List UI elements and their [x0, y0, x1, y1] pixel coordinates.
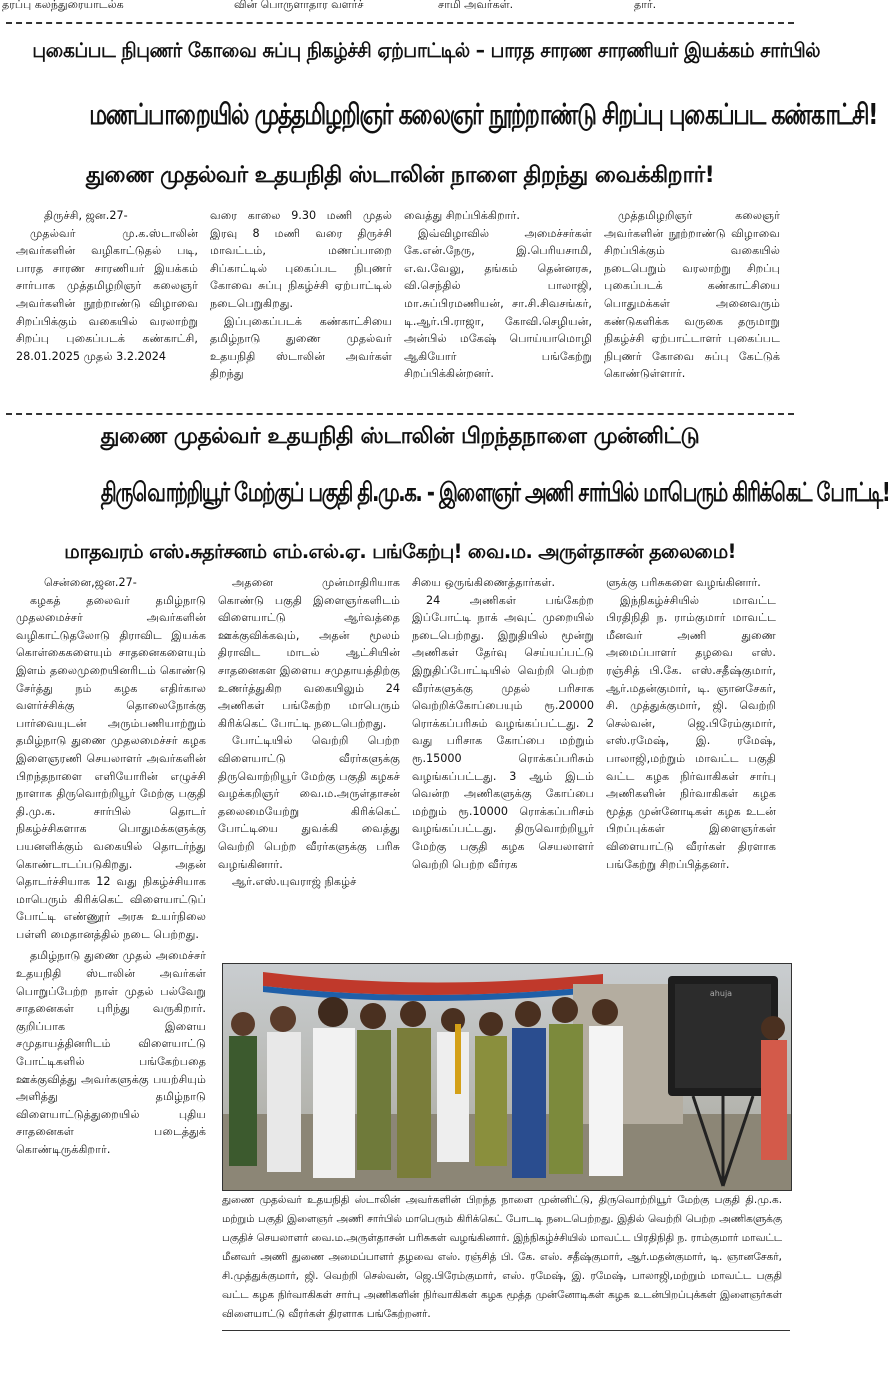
paragraph: ஆர்.எஸ்.யுவராஜ் நிகழ்ச்: [232, 875, 357, 889]
divider: [6, 413, 794, 415]
strip-text: சாமி அவர்கள்.: [438, 0, 514, 11]
story1-body: [16, 207, 790, 403]
story1-headline: மணப்பாறையில் முத்தமிழறிஞர் கலைஞர் நூற்றாண்டு சிறப்பு புகைப்பட கண்காட்சி!: [89, 98, 878, 131]
story2-column: [412, 574, 594, 958]
dateline: திருச்சி, ஜன.27-: [44, 209, 128, 222]
photo-caption: துணை முதல்வர் உதயநிதி ஸ்டாலின் அவர்களின் பிறந்த நாளை முன்னிட்டு, திருவொற்றியூர் மேற்கு பகுதி தி.மு.க. மற்றும் பகுதி இளைஞர் அணி சார்பில் மாபெரும் கிரிக்கெட் போடடி நடைபெற்றது. இதில் வெற்றி பெற்ற அணிகளுக்கு பகுதிச் செயலாளர் வை.ம.அருள்தாசன் பரிசுகள் வழங்கினார். இந்நிகழ்ச்சியில் மாவட்ட பிரதிநிதி ந. ராம்குமார் மாவட்ட மீனவர் அணி துணை அமைப்பாளர் தழவை எஸ். ரஞ்சித் பி. கே. எஸ். சதீஷ்குமார், ஆர்.மதன்குமார், டி. ஞானசேகர், சி.முத்துக்குமார், ஜி. வெற்றி செல்வன், ஜெ.பிரேம்குமார், எஸ். ரமேஷ், இ. ரமேஷ், பாலாஜி,மற்றும் மாவட்ட பகுதி வட்ட கழக நிர்வாகிகள் சார்பு அணிகளின் நிர்வாகிகள் கழக மூத்த முன்னோடிகள் கழக உடன்பிறப்புக்கள் இளைஞர்கள் விளையாட்டு வீரர்கள் திரளாக பங்கேற்றனர்.: [222, 1194, 782, 1320]
speaker-brand: ahuja: [709, 989, 733, 998]
paragraph: 24 அணிகள் பங்கேற்ற இப்போட்டி நாக் அவுட் முறையில் நடைபெற்றது. இறுதியில் மூன்று அணிகள் தேர்வு செய்யப்பட்டு இறுதிப்போட்டியில் வெற்றி பெற்ற வீரர்களுக்கு முதல் பரிசாக வெற்றிக்கோப்பையும் ரூ.20000 ரொக்கப்பரிசும் வழங்கப்பட்டது. 2 வது பரிசாக கோப்பை மற்றும் ரூ.15000 ரொக்கப்பரிசும் வழங்கப்பட்டது. 3 ஆம் இடம் வென்ற அணிகளுக்கு கோப்பை மற்றும் ரூ.10000 ரொக்கப்பரிசம் வழங்கப்பட்டது. திருவொற்றியூர் மேற்கு பகுதி கழக செயலாளர் வெற்றி பெற்ற வீர்ரக: [412, 593, 594, 871]
paragraph: அதனை முன்மாதிரியாக கொண்டு பகுதி இளைஞர்களிடம் விளையாட்டு ஆர்வத்தை ஊக்குவிக்கவும், அதன் மூலம் திராவிட மாடல் ஆட்சியின் சாதனைகள இளைய சமுதாயத்திற்கு உணர்த்துகிற வகையிலும் 24 அணிகள் பங்கேற்ற மாபெரும் கிரிக்கெட் போட்டி நடைபெற்றது.: [218, 576, 400, 730]
divider: [222, 1330, 790, 1331]
paragraph: முதல்வர் மு.க.ஸ்டாலின் அவர்களின் வழிகாட்டுதல் படி, பாரத சாரண சாரணியர் இயக்கம் சார்பாக முத்தமிழறிஞர் கலைஞர் அவர்களின் நூற்றாண்டு விழாவை சிறப்பிக்கும் வகையில் வரலாற்று சிறப்பு புகைப்படக் கண்காட்சி, 28.01.2025 முதல் 3.2.2024: [16, 226, 198, 363]
story1-column: [210, 207, 392, 403]
story1-column: [404, 207, 592, 403]
paragraph: போட்டியில் வெற்றி பெற்ற விளையாட்டு வீரர்களுக்கு திருவொற்றியூர் மேற்கு பகுதி கழகச் வழக்கறிஞர் வை.ம.அருள்தாசன் தலைமையேற்று கிரிக்கெட் போட்டியை துவக்கி வைத்து வெற்றி பெற்ற வீரர்களுக்கு பரிசு வழங்கினார்.: [218, 734, 400, 871]
story2-column: [606, 574, 776, 958]
previous-story-strip: [0, 0, 800, 20]
story2-column: [16, 574, 206, 1334]
story2-headline: திருவொற்றியூர் மேற்குப் பகுதி தி.மு.க. - இளைஞர் அணி சார்பில் மாபெரும் கிரிக்கெட் போட்டி!: [100, 478, 889, 508]
paragraph: சியை ஒருங்கிணைத்தார்கள்.: [412, 576, 556, 589]
paragraph: தமிழ்நாடு துணை முதல் அமைச்சர் உதயநிதி ஸ்டாலின் அவர்கள் பொறுப்பேற்ற நாள் முதல் பல்வேறு சாதனைகள் புரிந்து வருகிறார். குறிப்பாக இளைய சமுதாயத்தினரிடம் விளையாட்டு போட்டிகளில் பங்கேற்பதை ஊக்குவித்து அவர்களுக்கு பயற்சியும் அளித்து தமிழ்நாடு விளையாட்டுத்துறையில் புதிய சாதனைகள் படைத்துக் கொண்டிருக்கிறார்.: [16, 949, 206, 1156]
event-photo: [222, 963, 792, 1191]
paragraph: வரை காலை 9.30 மணி முதல் இரவு 8 மணி வரை திருச்சி மாவட்டம், மணப்பாறை சிப்காட்டில் புகைப்பட நிபுணர் கோவை சுப்பு நிகழ்ச்சி ஏற்பாட்டில் நடைபெறுகிறது.: [210, 209, 392, 310]
paragraph: முத்தமிழறிஞர் கலைஞர் அவர்களின் நூற்றாண்டு விழாவை சிறப்பிக்கும் வகையில் நடைபெறும் வரலாற்று சிறப்பு புகைப்படக் கண்காட்சியை பொதுமக்கள் அனைவரும் கண்டுகளிக்க வருகை தருமாறு நிகழ்ச்சி ஏற்பாட்டாளர் புகைப்பட நிபுணர் கோவை சுப்பு கேட்டுக் கொண்டுள்ளார்.: [604, 209, 780, 381]
paragraph: இப்புகைப்படக் கண்காட்சியை தமிழ்நாடு துணை முதல்வர் உதயநிதி ஸ்டாலின் அவர்கள் திறந்து: [210, 314, 392, 381]
strip-text: தார்.: [634, 0, 657, 11]
event-photo-illustration: [223, 964, 791, 1190]
story2-kicker: துணை முதல்வர் உதயநிதி ஸ்டாலின் பிறந்தநாளை முன்னிட்டு: [100, 424, 700, 449]
story2-column: [218, 574, 400, 958]
dateline: சென்னை,ஜன.27-: [44, 576, 137, 589]
story1-column: [16, 207, 198, 403]
story2-subhead: மாதவரம் எஸ்.சுதர்சனம் எம்.எல்.ஏ. பங்கேற்பு! வை.ம. அருள்தாசன் தலைமை!: [64, 540, 736, 563]
divider: [6, 22, 794, 24]
story1-kicker: புகைப்பட நிபுணர் கோவை சுப்பு நிகழ்ச்சி ஏற்பாட்டில் – பாரத சாரண சாரணியர் இயக்கம் சார்பில்: [32, 38, 821, 62]
paragraph: இந்நிகழ்ச்சியில் மாவட்ட பிரதிநிதி ந. ராம்குமார் மாவட்ட மீனவர் அணி துணை அமைப்பாளர் தழவை எஸ். ரஞ்சித் பி.கே. எஸ்.சதீஷ்குமார், ஆர்.மதன்குமார், டி. ஞானசேகர், சி. முத்துக்குமார், ஜி. வெற்றி செல்வன், ஜெ.பிரேம்குமார், எஸ்.ரமேஷ், இ. ரமேஷ், பாலாஜி,மற்றும் மாவட்ட பகுதி வட்ட கழக நிர்வாகிகள் சார்பு அணிகளின் நிர்வாகிகள் கழக மூத்த முன்னோடிகள் கழக உடன் பிறப்புக்கள் இளைஞர்கள் விளையாட்டு வீரர்கள் திரளாக பங்கேற்று சிறப்பித்தனர்.: [606, 593, 776, 871]
paragraph: வைத்து சிறப்பிக்கிறார்.: [404, 209, 520, 222]
story1-subhead: துணை முதல்வர் உதயநிதி ஸ்டாலின் நாளை திறந்து வைக்கிறார்!: [85, 162, 715, 188]
strip-text: வின் பொருளாதார வளர்ச்: [234, 0, 364, 11]
paragraph: ளுக்கு பரிசுகளை வழங்கினார்.: [606, 576, 761, 589]
strip-text: தரப்பு கலந்துரையாடல்க: [2, 0, 124, 11]
story1-column: [604, 207, 780, 403]
paragraph: கழகத் தலைவர் தமிழ்நாடு முதலமைச்சர் அவர்களின் வழிகாட்டுதலோடு திராவிட இயக்க கொள்கைகளையும் சாதனைகளையும் இளம் தலைமுறையினரிடம் கொண்டு சேர்த்து நம் கழக எதிர்கால வளர்ச்சிக்கு தொலைநோக்கு பார்வையுடன் அரும்பணியாற்றும் தமிழ்நாடு துணை முதலமைச்சர் கழக இளைஞரணி செயலாளர் அவர்களின் பிறந்தநாளை எளியோரின் எழுச்சி நாளாக திருவொற்றியூர் மேற்கு பகுதி தி.மு.க. சார்பில் தொடர் நிகழ்ச்சிகளாக பொதுமக்களுக்கு பயனளிக்கும் வகையில் தொடர்ந்து கொண்டாடப்படுகிறது. அதன் தொடர்ச்சியாக 12 வது நிகழ்ச்சியாக மாபெரும் கிரிக்கெட் விளையாட்டுப் போட்டி எண்ணூர் அரசு உயர்நிலை பள்ளி மைதானத்தில் நடை பெற்றது.: [16, 593, 206, 941]
page-edge-text: [0, 120, 5, 1320]
paragraph: இவ்விழாவில் அமைச்சர்கள் கே.என்.நேரு, இ.பெரியசாமி, எ.வ.வேலு, தங்கம் தென்னரசு, வி.செந்தில் பாலாஜி, மா.சுப்பிரமணியன், சா.சி.சிவசங்கர், டி.ஆர்.பி.ராஜா, கோவி.செழியன், அன்பில் மகேஷ் பொய்யாமொழி ஆகியோர் பங்கேற்று சிறப்பிக்கின்றனர்.: [404, 226, 592, 381]
